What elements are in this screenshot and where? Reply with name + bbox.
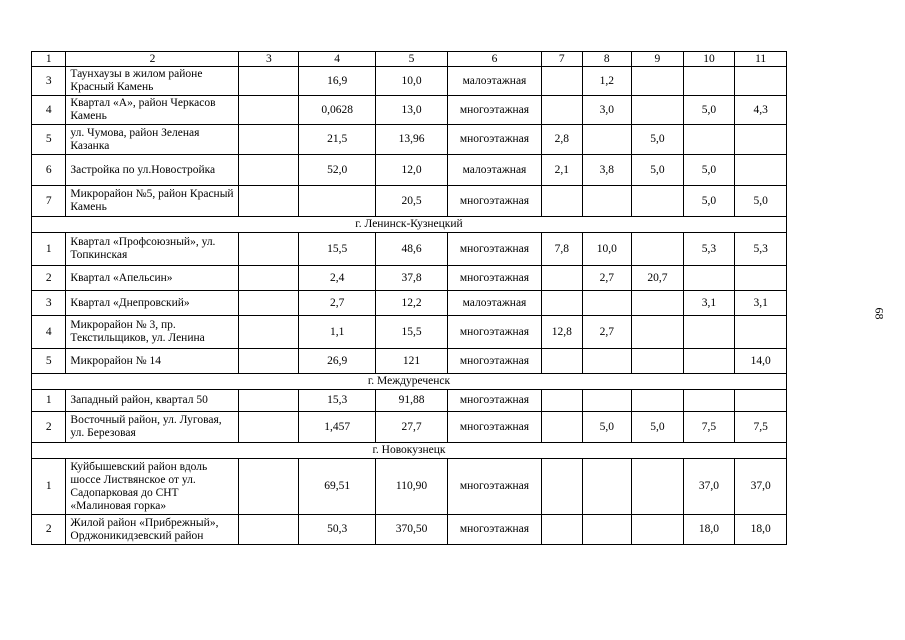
cell-c10: 7,5	[683, 412, 735, 443]
cell-c10	[683, 316, 735, 349]
table-row	[32, 186, 787, 217]
cell-c8	[582, 125, 632, 155]
table-row	[32, 96, 787, 125]
cell-c11	[735, 125, 787, 155]
cell-c5: 15,5	[376, 316, 448, 349]
cell-c8: 10,0	[582, 233, 632, 266]
table-row	[32, 515, 787, 545]
table-row	[32, 291, 787, 316]
cell-c4: 26,9	[299, 349, 376, 374]
cell-c5: 370,50	[376, 515, 448, 545]
cell-type: многоэтажная	[447, 459, 541, 515]
cell-type: многоэтажная	[447, 390, 541, 412]
cell-number: 3	[32, 67, 66, 96]
column-header: 10	[683, 52, 735, 67]
cell-c9	[632, 316, 684, 349]
cell-number: 7	[32, 186, 66, 217]
cell-type: многоэтажная	[447, 186, 541, 217]
cell-c4: 16,9	[299, 67, 376, 96]
cell-c7: 12,8	[542, 316, 582, 349]
cell-c5: 121	[376, 349, 448, 374]
cell-c10: 5,0	[683, 155, 735, 186]
cell-c10: 5,0	[683, 186, 735, 217]
cell-c5: 110,90	[376, 459, 448, 515]
cell-c3	[239, 266, 299, 291]
cell-name: Восточный район, ул. Луговая, ул. Березовая	[66, 412, 239, 443]
cell-c3	[239, 349, 299, 374]
table-row	[32, 155, 787, 186]
header-row	[32, 52, 787, 67]
cell-c4: 15,5	[299, 233, 376, 266]
cell-c10: 5,0	[683, 96, 735, 125]
cell-c7	[542, 266, 582, 291]
cell-c8: 1,2	[582, 67, 632, 96]
cell-number: 6	[32, 155, 66, 186]
cell-c5: 20,5	[376, 186, 448, 217]
cell-c8: 3,8	[582, 155, 632, 186]
cell-c11: 18,0	[735, 515, 787, 545]
table-row	[32, 266, 787, 291]
cell-c4: 50,3	[299, 515, 376, 545]
column-header: 7	[542, 52, 582, 67]
cell-name: Квартал «Днепровский»	[66, 291, 239, 316]
table-row	[32, 125, 787, 155]
cell-c9	[632, 349, 684, 374]
cell-c5: 91,88	[376, 390, 448, 412]
cell-number: 4	[32, 96, 66, 125]
cell-c11	[735, 316, 787, 349]
cell-c8	[582, 459, 632, 515]
column-header: 8	[582, 52, 632, 67]
cell-c10	[683, 125, 735, 155]
cell-type: многоэтажная	[447, 96, 541, 125]
cell-c11	[735, 67, 787, 96]
cell-number: 5	[32, 125, 66, 155]
cell-c11: 14,0	[735, 349, 787, 374]
cell-c11	[735, 155, 787, 186]
cell-number: 1	[32, 390, 66, 412]
cell-c10: 18,0	[683, 515, 735, 545]
column-header: 6	[447, 52, 541, 67]
cell-c11	[735, 390, 787, 412]
cell-name: Квартал «А», район Черкасов Камень	[66, 96, 239, 125]
cell-c8: 5,0	[582, 412, 632, 443]
cell-number: 1	[32, 233, 66, 266]
section-row	[32, 217, 787, 233]
cell-c8: 2,7	[582, 316, 632, 349]
cell-c7	[542, 67, 582, 96]
cell-number: 4	[32, 316, 66, 349]
cell-c3	[239, 459, 299, 515]
cell-c4: 1,457	[299, 412, 376, 443]
cell-c3	[239, 515, 299, 545]
cell-name: ул. Чумова, район Зеленая Казанка	[66, 125, 239, 155]
cell-c9: 5,0	[632, 125, 684, 155]
cell-c10	[683, 67, 735, 96]
cell-c5: 48,6	[376, 233, 448, 266]
table-row	[32, 459, 787, 515]
column-header: 1	[32, 52, 66, 67]
page-number: 68	[872, 307, 887, 320]
cell-c8: 3,0	[582, 96, 632, 125]
cell-c11: 5,3	[735, 233, 787, 266]
cell-type: малоэтажная	[447, 67, 541, 96]
cell-c9: 20,7	[632, 266, 684, 291]
cell-c9	[632, 96, 684, 125]
cell-c10	[683, 390, 735, 412]
cell-name: Жилой район «Прибрежный», Орджоникидзевский район	[66, 515, 239, 545]
cell-c3	[239, 96, 299, 125]
data-table	[31, 51, 787, 545]
cell-type: многоэтажная	[447, 266, 541, 291]
cell-c4: 2,7	[299, 291, 376, 316]
cell-c10	[683, 266, 735, 291]
column-header: 9	[632, 52, 684, 67]
cell-c7: 2,1	[542, 155, 582, 186]
cell-c9	[632, 67, 684, 96]
cell-c9: 5,0	[632, 155, 684, 186]
cell-c3	[239, 390, 299, 412]
cell-c5: 27,7	[376, 412, 448, 443]
cell-c7	[542, 96, 582, 125]
cell-c10: 3,1	[683, 291, 735, 316]
cell-c5: 12,2	[376, 291, 448, 316]
column-header: 2	[66, 52, 239, 67]
column-header: 4	[299, 52, 376, 67]
cell-c3	[239, 125, 299, 155]
cell-c8	[582, 515, 632, 545]
cell-name: Квартал «Профсоюзный», ул. Топкинская	[66, 233, 239, 266]
cell-c8	[582, 390, 632, 412]
table-row	[32, 233, 787, 266]
cell-c11: 37,0	[735, 459, 787, 515]
section-title: г. Междуреченск	[32, 374, 787, 390]
cell-c7	[542, 515, 582, 545]
cell-c10: 37,0	[683, 459, 735, 515]
cell-name: Застройка по ул.Новостройка	[66, 155, 239, 186]
cell-c9	[632, 390, 684, 412]
cell-c5: 10,0	[376, 67, 448, 96]
cell-c4: 0,0628	[299, 96, 376, 125]
cell-number: 2	[32, 515, 66, 545]
cell-number: 2	[32, 412, 66, 443]
cell-c8	[582, 186, 632, 217]
cell-c7	[542, 186, 582, 217]
cell-c7	[542, 390, 582, 412]
cell-type: многоэтажная	[447, 515, 541, 545]
cell-type: малоэтажная	[447, 291, 541, 316]
section-row	[32, 443, 787, 459]
cell-c4: 52,0	[299, 155, 376, 186]
cell-c8	[582, 349, 632, 374]
cell-name: Квартал «Апельсин»	[66, 266, 239, 291]
cell-type: малоэтажная	[447, 155, 541, 186]
cell-c4: 2,4	[299, 266, 376, 291]
cell-type: многоэтажная	[447, 125, 541, 155]
section-row	[32, 374, 787, 390]
table-row	[32, 349, 787, 374]
cell-c11	[735, 266, 787, 291]
column-header: 3	[239, 52, 299, 67]
cell-c3	[239, 233, 299, 266]
cell-c9	[632, 233, 684, 266]
table-row	[32, 67, 787, 96]
section-title: г. Новокузнецк	[32, 443, 787, 459]
cell-c3	[239, 291, 299, 316]
cell-c7	[542, 459, 582, 515]
cell-c9	[632, 459, 684, 515]
cell-c4: 1,1	[299, 316, 376, 349]
cell-c4: 15,3	[299, 390, 376, 412]
cell-c4	[299, 186, 376, 217]
cell-c11: 4,3	[735, 96, 787, 125]
cell-c4: 69,51	[299, 459, 376, 515]
cell-c5: 12,0	[376, 155, 448, 186]
cell-c3	[239, 412, 299, 443]
cell-c7: 2,8	[542, 125, 582, 155]
cell-number: 1	[32, 459, 66, 515]
cell-number: 5	[32, 349, 66, 374]
cell-type: многоэтажная	[447, 412, 541, 443]
cell-c3	[239, 186, 299, 217]
column-header: 5	[376, 52, 448, 67]
cell-c4: 21,5	[299, 125, 376, 155]
cell-c9: 5,0	[632, 412, 684, 443]
cell-c7	[542, 412, 582, 443]
cell-c9	[632, 515, 684, 545]
cell-c3	[239, 67, 299, 96]
cell-c5: 13,96	[376, 125, 448, 155]
cell-name: Микрорайон №5, район Красный Камень	[66, 186, 239, 217]
cell-c7	[542, 291, 582, 316]
table-body	[32, 52, 787, 545]
cell-c9	[632, 291, 684, 316]
cell-type: многоэтажная	[447, 349, 541, 374]
section-title: г. Ленинск-Кузнецкий	[32, 217, 787, 233]
cell-c5: 13,0	[376, 96, 448, 125]
cell-name: Таунхаузы в жилом районе Красный Камень	[66, 67, 239, 96]
cell-name: Куйбышевский район вдоль шоссе Листвянское от ул. Садопарковая до СНТ «Малиновая горка»	[66, 459, 239, 515]
cell-name: Микрорайон № 3, пр. Текстильщиков, ул. Ленина	[66, 316, 239, 349]
cell-name: Микрорайон № 14	[66, 349, 239, 374]
cell-c5: 37,8	[376, 266, 448, 291]
cell-c10	[683, 349, 735, 374]
cell-c9	[632, 186, 684, 217]
cell-c7	[542, 349, 582, 374]
cell-c7: 7,8	[542, 233, 582, 266]
table-row	[32, 390, 787, 412]
cell-c10: 5,3	[683, 233, 735, 266]
cell-c11: 3,1	[735, 291, 787, 316]
cell-type: многоэтажная	[447, 233, 541, 266]
column-header: 11	[735, 52, 787, 67]
table-row	[32, 412, 787, 443]
cell-c11: 7,5	[735, 412, 787, 443]
cell-name: Западный район, квартал 50	[66, 390, 239, 412]
cell-c3	[239, 316, 299, 349]
cell-type: многоэтажная	[447, 316, 541, 349]
table-row	[32, 316, 787, 349]
cell-number: 2	[32, 266, 66, 291]
cell-number: 3	[32, 291, 66, 316]
cell-c11: 5,0	[735, 186, 787, 217]
cell-c3	[239, 155, 299, 186]
cell-c8: 2,7	[582, 266, 632, 291]
cell-c8	[582, 291, 632, 316]
